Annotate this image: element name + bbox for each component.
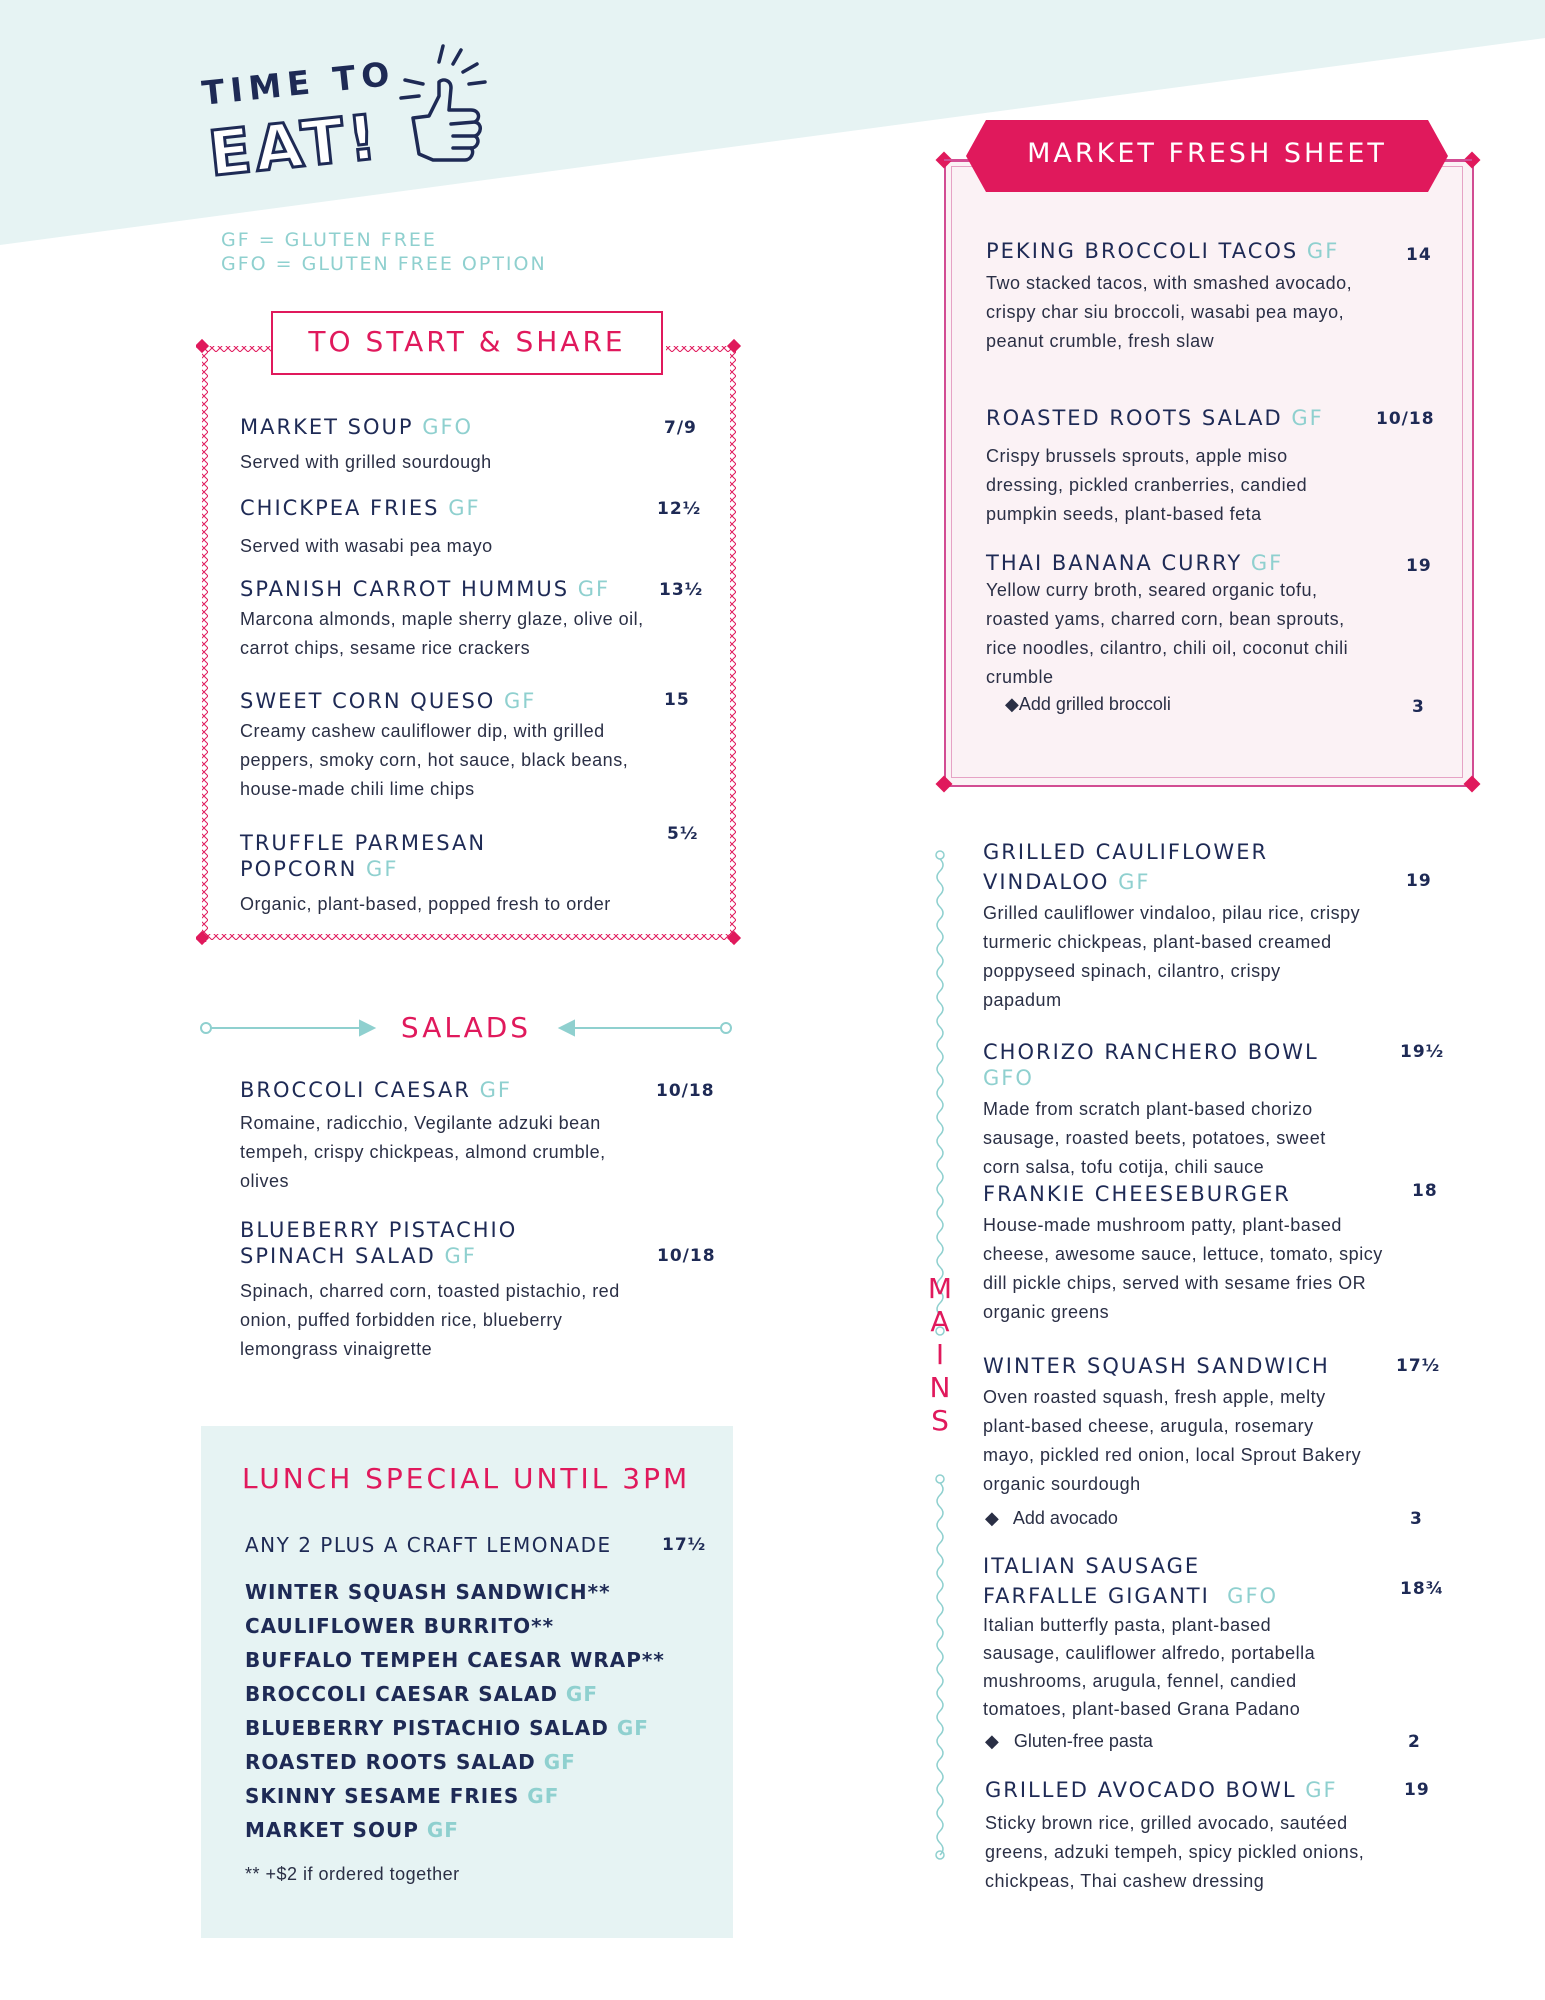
addon-label: Add avocado [1012, 1508, 1118, 1528]
item-name: BUFFALO TEMPEH CAESAR WRAP** [245, 1648, 665, 1672]
item-price: 19 [1404, 1780, 1430, 1800]
menu-item [983, 1353, 1363, 1499]
lunch-title: LUNCH SPECIAL UNTIL 3PM [242, 1462, 691, 1495]
item-name: BLUEBERRY PISTACHIO [240, 1218, 518, 1242]
start-share-title: TO START & SHARE [308, 325, 626, 358]
menu-item [985, 1777, 1415, 1896]
item-desc: Served with grilled sourdough [240, 452, 492, 472]
menu-item [240, 688, 650, 804]
mains-letter: M [927, 1272, 953, 1305]
item-desc: Italian butterfly pasta, plant-based sausage, cauliflower alfredo, portabella mushrooms, arugula, fennel, candied tomatoes, plant-based Grana Padano [983, 1615, 1316, 1719]
menu-item [983, 1039, 1363, 1182]
lunch-footnote: ** +$2 if ordered together [245, 1864, 460, 1884]
item-name: MARKET SOUP [240, 415, 414, 439]
addon-price: 2 [1408, 1732, 1421, 1752]
item-desc: Romaine, radicchio, Vegilante adzuki bean tempeh, crispy chickpeas, almond crumble, olives [240, 1113, 606, 1191]
item-desc: Yellow curry broth, seared organic tofu, roasted yams, charred corn, bean sprouts, rice noodles, cilantro, chili oil, coconut chili crumble [986, 580, 1349, 687]
item-desc: Served with wasabi pea mayo [240, 536, 493, 556]
item-name: SPANISH CARROT HUMMUS [240, 577, 570, 601]
item-desc: Creamy cashew cauliflower dip, with grilled peppers, smoky corn, hot sauce, black beans, house-made chili lime chips [240, 721, 629, 799]
lunch-headline: ANY 2 PLUS A CRAFT LEMONADE [245, 1533, 612, 1557]
item-desc: Grilled cauliflower vindaloo, pilau rice, crispy turmeric chickpeas, plant-based creamed poppyseed spinach, cilantro, crispy papadum [983, 903, 1361, 1010]
item-name: MARKET SOUP [245, 1818, 419, 1842]
lunch-item [245, 1745, 665, 1779]
menu-item [986, 550, 1356, 692]
item-tag: GFO [422, 415, 474, 439]
item-price: 10/18 [657, 1246, 716, 1266]
item-name: BROCCOLI CAESAR SALAD [245, 1682, 558, 1706]
item-desc: Marcona almonds, maple sherry glaze, olive oil, carrot chips, sesame rice crackers [240, 609, 644, 658]
item-price: 12½ [657, 499, 702, 519]
item-price: 19 [1406, 871, 1432, 891]
menu-item [983, 839, 1363, 1015]
lunch-item [245, 1609, 665, 1643]
item-tag: GF [426, 1818, 459, 1842]
lunch-item [245, 1575, 665, 1609]
item-name: CHICKPEA FRIES [240, 496, 440, 520]
item-tag: GFO [1227, 1584, 1279, 1608]
lunch-item [245, 1813, 665, 1847]
item-name: PEKING BROCCOLI TACOS [986, 239, 1299, 263]
mains-letter: A [930, 1305, 950, 1338]
item-desc: House-made mushroom patty, plant-based cheese, awesome sauce, lettuce, tomato, spicy dill pickle chips, served with sesame fries OR organic greens [983, 1215, 1383, 1322]
item-tag: GF [448, 496, 481, 520]
menu-item [240, 495, 680, 561]
item-name: CHORIZO RANCHERO BOWL [983, 1040, 1319, 1064]
item-tag: GF [504, 689, 537, 713]
addon-line: ◆Add grilled broccoli [1005, 694, 1171, 714]
market-title: MARKET FRESH SHEET [1027, 138, 1387, 169]
item-name: GRILLED CAULIFLOWER [983, 840, 1269, 864]
item-name: WINTER SQUASH SANDWICH** [245, 1580, 611, 1604]
legend-gf: GF = GLUTEN FREE [221, 229, 437, 251]
logo-line2: EAT! [205, 100, 384, 191]
menu-item [240, 576, 650, 663]
item-desc: Spinach, charred corn, toasted pistachio, red onion, puffed forbidden rice, blueberry lemongrass vinaigrette [240, 1281, 620, 1359]
item-name: CAULIFLOWER BURRITO** [245, 1614, 555, 1638]
item-name: THAI BANANA CURRY [986, 551, 1243, 575]
addon-label: Gluten-free pasta [1013, 1731, 1153, 1751]
item-desc: Made from scratch plant-based chorizo sausage, roasted beets, potatoes, sweet corn salsa, tofu cotija, chili sauce [983, 1099, 1326, 1177]
item-name: SPINACH SALAD [240, 1244, 436, 1268]
item-tag: GF [1118, 870, 1151, 894]
mains-letter: N [929, 1371, 951, 1404]
item-desc: Sticky brown rice, grilled avocado, sautéed greens, adzuki tempeh, spicy pickled onions, chickpeas, Thai cashew dressing [985, 1813, 1365, 1891]
item-name: WINTER SQUASH SANDWICH [983, 1354, 1330, 1378]
item-tag: GF [1305, 1778, 1338, 1802]
item-price: 13½ [659, 580, 704, 600]
item-name: BLUEBERRY PISTACHIO SALAD [245, 1716, 609, 1740]
lunch-price: 17½ [662, 1535, 707, 1555]
menu-item [240, 414, 680, 477]
menu-item [983, 1553, 1353, 1723]
item-price: 14 [1406, 245, 1432, 265]
item-price: 15 [664, 690, 690, 710]
mains-label [927, 1272, 953, 1437]
item-name: POPCORN [240, 857, 358, 881]
menu-item [983, 1181, 1393, 1327]
item-price: 19½ [1400, 1042, 1445, 1062]
lunch-items-list [245, 1575, 665, 1847]
lunch-item [245, 1677, 665, 1711]
addon-price: 3 [1410, 1509, 1423, 1529]
item-name: SKINNY SESAME FRIES [245, 1784, 520, 1808]
item-name: FARFALLE GIGANTI [983, 1584, 1210, 1608]
menu-item [240, 1217, 620, 1364]
addon-price: 3 [1412, 697, 1425, 717]
item-name: ITALIAN SAUSAGE [983, 1554, 1201, 1578]
item-name: ROASTED ROOTS SALAD [245, 1750, 536, 1774]
item-price: 10/18 [1376, 409, 1435, 429]
item-tag: GF [543, 1750, 576, 1774]
item-name: ROASTED ROOTS SALAD [986, 406, 1283, 430]
item-price: 17½ [1396, 1356, 1441, 1376]
item-price: 5½ [667, 824, 699, 844]
item-desc: Crispy brussels sprouts, apple miso dressing, pickled cranberries, candied pumpkin seeds, plant-based feta [986, 446, 1308, 524]
item-tag: GF [479, 1078, 512, 1102]
addon-line: ◆ Add avocado [985, 1508, 1118, 1528]
item-price: 18¾ [1400, 1579, 1445, 1599]
lunch-item [245, 1711, 665, 1745]
addon-label: Add grilled broccoli [1018, 694, 1171, 714]
item-desc: Oven roasted squash, fresh apple, melty plant-based cheese, arugula, rosemary mayo, pickled red onion, local Sprout Bakery organic sourdough [983, 1387, 1362, 1494]
item-tag: GF [1250, 551, 1284, 575]
mains-letter: I [935, 1338, 945, 1371]
item-price: 10/18 [656, 1081, 715, 1101]
menu-item [986, 405, 1356, 529]
item-tag: GF [616, 1716, 649, 1740]
item-tag: GF [1291, 406, 1324, 430]
menu-item [240, 1077, 620, 1196]
logo-line1: TIME TO [200, 53, 398, 113]
lunch-item [245, 1643, 665, 1677]
mains-letter: S [931, 1404, 949, 1437]
item-price: 7/9 [664, 418, 697, 438]
item-price: 19 [1406, 556, 1432, 576]
menu-item [240, 830, 680, 919]
item-name: GRILLED AVOCADO BOWL [985, 1778, 1297, 1802]
addon-line: ◆ Gluten-free pasta [985, 1731, 1153, 1751]
item-tag: GF [565, 1682, 598, 1706]
item-tag: GFO [983, 1066, 1034, 1090]
lunch-item [245, 1779, 665, 1813]
item-tag: GF [527, 1784, 560, 1808]
item-tag: GF [366, 857, 399, 881]
item-price: 18 [1412, 1181, 1438, 1201]
item-desc: Organic, plant-based, popped fresh to order [240, 894, 611, 914]
item-tag: GF [444, 1244, 477, 1268]
salads-title: SALADS [400, 1011, 532, 1044]
item-name: SWEET CORN QUESO [240, 689, 496, 713]
legend-gfo: GFO = GLUTEN FREE OPTION [221, 253, 547, 275]
item-name: BROCCOLI CAESAR [240, 1078, 471, 1102]
thumbs-up-icon [395, 40, 495, 170]
item-name: TRUFFLE PARMESAN [240, 831, 487, 855]
item-name: FRANKIE CHEESEBURGER [983, 1182, 1291, 1206]
item-desc: Two stacked tacos, with smashed avocado, crispy char siu broccoli, wasabi pea mayo, peanut crumble, fresh slaw [986, 273, 1353, 351]
item-tag: GF [577, 577, 611, 601]
menu-item [986, 238, 1356, 356]
item-name: VINDALOO [983, 870, 1110, 894]
item-tag: GF [1306, 239, 1340, 263]
